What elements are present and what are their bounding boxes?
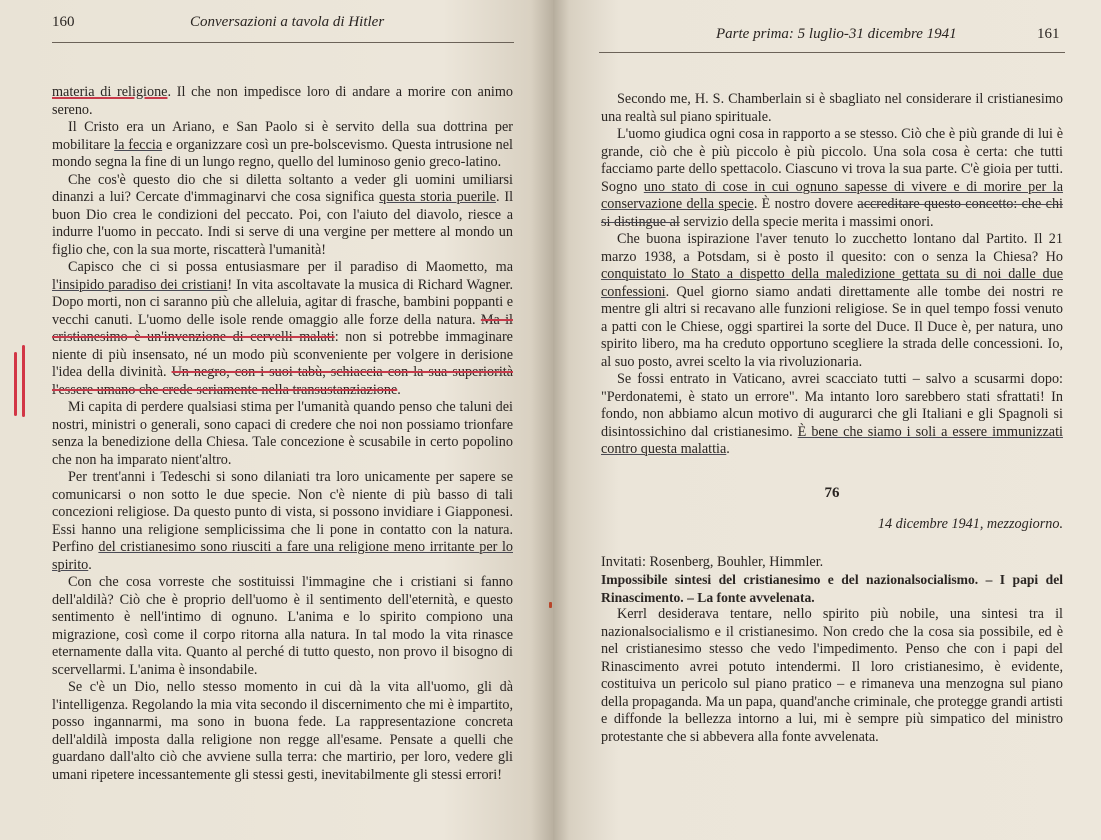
text-run: . Il che non impedisce loro di andare a morire con animo sereno. bbox=[52, 84, 513, 118]
text-run: Il Cristo era un Ariano, e San Paolo si è servito della sua dottrina per mobilitare bbox=[52, 119, 513, 153]
paragraph bbox=[601, 231, 1063, 371]
section-summary: Impossibile sintesi del cristianesimo e del nazionalsocialismo. – I papi del Rinascimento. – La fonte avvelenata. bbox=[601, 572, 1063, 605]
text-run: Che cos'è questo dio che si diletta soltanto a veder gli uomini umiliarsi dinanzi a lui? Cercate d'immaginarvi che cosa significa bbox=[52, 171, 513, 205]
annotated-text: la feccia bbox=[114, 136, 163, 153]
text-run: . È nostro dovere bbox=[753, 196, 858, 212]
text-run: . Quel giorno siamo andati direttamente alle tombe dei nostri re mentre gli altri si recavano alle funzioni religiose. Se in quel tempo fossi venuto a patti con le Chiese, oggi spartirei la sorte del Duce. Il Duce è, per natura, uno spirito libero, ma ha creduto opportuno scegliere la strada delle concessioni. Io, al suo posto, avrei scelto la via rivoluzionaria. bbox=[601, 283, 1063, 370]
section-paragraph: Kerrl desiderava tentare, nello spirito più nobile, una sintesi tra il nazionalsocialismo e il cristianesimo. Non credo che la cosa sia possibile, ed è nel cristianesimo stesso che vedo l'impedimento. Penso che con i papi del Rinascimento avrei potuto intendermi. Il loro cristianesimo, è evidente, costituiva un pericolo sul piano pratico – e rimaneva una menzogna sul piano della propaganda. Ma un papa, quand'anche criminale, che protegge grandi artisti e diffonde la bellezza intorno a lui, mi è sempre più simpatico del ministro protestante che si abbevera alla fonte avvelenata. bbox=[601, 606, 1063, 745]
text-run: Se fossi entrato in Vaticano, avrei scacciato tutti – salvo a scusarmi dopo: "Perdonatemi, è stato un errore". Ma intanto loro sarebbero stati sfrattati! In fondo, non abbiamo alcun motivo di augurarci che gli Italiani e gli Spagnoli si disintossichino dal cristianesimo. bbox=[601, 371, 1063, 440]
paragraph bbox=[52, 399, 513, 469]
text-run: Capisco che ci si possa entusiasmare per il paradiso di Maometto, ma bbox=[68, 259, 513, 275]
text-run: . Il buon Dio crea le condizioni del peccato. Poi, con l'aiuto del diavolo, riesce a indurre l'uomo in peccato. Indi si serve di una vergine per mettere al mondo un figlio che, con la sua morte, riscatterà l'umanità! bbox=[52, 189, 514, 258]
section-dateline: 14 dicembre 1941, mezzogiorno. bbox=[877, 516, 1063, 532]
annotated-text: del cristianesimo sono riusciti a fare una religione meno irritante per lo spirito bbox=[52, 539, 513, 573]
annotated-text: uno stato di cose in cui ognuno sapesse di vivere e di morire per la conservazione della specie bbox=[601, 178, 1063, 212]
section-number: 76 bbox=[824, 484, 840, 501]
left-page-number: 160 bbox=[52, 14, 75, 30]
text-run: . bbox=[726, 441, 730, 457]
text-run: Per trent'anni i Tedeschi si sono dilaniati tra loro unicamente per sapere se comunicarsi o non sotto le due specie. Non c'è niente di più basso di tali concezioni religiose. Da questo punto di vista, si possono invidiare i Giapponesi. Essi hanno una religione semplicissima che li pone in contatto con la natura. Perfino bbox=[52, 469, 513, 555]
annotated-text: accreditare questo concetto: che chi si distingue al bbox=[601, 196, 1063, 230]
annotated-text: conquistato lo Stato a dispetto della maledizione gettata su di noi dalle due confessioni bbox=[601, 266, 1063, 300]
text-run: . bbox=[88, 556, 92, 573]
left-body-text bbox=[52, 84, 513, 784]
gutter-mark bbox=[549, 602, 552, 608]
paragraph bbox=[52, 574, 513, 679]
text-run: . bbox=[397, 381, 401, 398]
left-header-rule bbox=[52, 42, 514, 43]
left-running-title: Conversazioni a tavola di Hitler bbox=[190, 14, 385, 30]
right-header-rule bbox=[599, 52, 1065, 53]
right-page bbox=[553, 0, 1101, 840]
paragraph bbox=[52, 469, 513, 574]
paragraph bbox=[601, 371, 1063, 459]
annotated-text: Ma il cristianesimo è un'invenzione di cervelli malati bbox=[52, 311, 513, 345]
right-page-number: 161 bbox=[1037, 26, 1060, 42]
section-invited: Invitati: Rosenberg, Bouhler, Himmler. bbox=[601, 553, 824, 570]
text-run: Che buona ispirazione l'aver tenuto lo zucchetto lontano dal Partito. Il 21 marzo 1938, a Potsdam, si è posto il quesito: con o senza la Chiesa? Ho bbox=[601, 231, 1063, 265]
text-run: Secondo me, H. S. Chamberlain si è sbagliato nel considerare il cristianesimo una realtà sul piano spirituale. bbox=[601, 91, 1063, 125]
red-margin-mark bbox=[22, 345, 25, 417]
red-margin-mark bbox=[14, 352, 17, 416]
paragraph bbox=[52, 84, 513, 119]
text-run: Con che cosa vorreste che sostituissi l'immagine che i cristiani si fanno dell'aldilà? Ciò che è proprio dell'uomo è il sentimento dell'eternità, e questo sentimento è nell'intimo di ognuno. L'anima e lo spirito compiono una migrazione, così come il corpo ritorna alla natura. In tal modo la vita rinasce eternamente dalla vita. Quanto al perché di tutto questo, non provo il bisogno di scervellarmi. L'anima è insondabile. bbox=[52, 574, 513, 678]
text-run: : non si potrebbe immaginare niente di più insensato, né un modo più sconveniente per volgere in derisione l'idea della divinità. bbox=[52, 329, 513, 380]
annotated-text: materia di religione bbox=[52, 84, 168, 100]
text-run: e organizzare così un pre-bolscevismo. Questa intrusione nel mondo segna la fine di un lungo regno, quello del luminoso genio greco-latino. bbox=[52, 136, 514, 170]
paragraph bbox=[52, 679, 513, 784]
paragraph bbox=[52, 119, 513, 172]
paragraph bbox=[601, 91, 1063, 126]
annotated-text: l'insipido paradiso dei cristiani bbox=[52, 276, 228, 293]
paragraph bbox=[52, 259, 513, 399]
text-run: servizio della specie merita i massimi onori. bbox=[679, 213, 934, 230]
annotated-text: È bene che siamo i soli a essere immunizzati contro questa malattia bbox=[601, 423, 1063, 457]
paragraph bbox=[52, 172, 513, 260]
text-run: ! In vita ascoltavate la musica di Richard Wagner. Dopo morti, non ci saranno più che alleluia, agitar di frasche, bambini poppanti e vecchi canuti. L'uomo delle isole rende omaggio alle forze della natura. bbox=[52, 276, 513, 328]
text-run: Se c'è un Dio, nello stesso momento in cui dà la vita all'uomo, gli dà l'intelligenza. Regolando la mia vita secondo il discernimento che mi è impartito, posso ingannarmi, ma sono in buona fede. La rappresentazione concreta dell'aldilà imposta dalla religione non regge all'esame. Pensate a quelli che guardano dall'alto ciò che avviene sulla terra: che martirio, per loro, vedere gli umani ripetere incessantemente gli stessi gesti, inevitabilmente gli stessi errori! bbox=[52, 679, 513, 783]
annotated-text: questa storia puerile bbox=[379, 189, 496, 205]
text-run: Mi capita di perdere qualsiasi stima per l'umanità quando penso che taluni dei nostri, ministri o generali, sono capaci di credere che noi non possiamo trionfare senza la benedizione della Chiesa. Tale concezione è scusabile in certo popolino che non ha imparato nient'altro. bbox=[52, 399, 513, 468]
right-running-title: Parte prima: 5 luglio-31 dicembre 1941 bbox=[716, 26, 957, 42]
paragraph bbox=[601, 126, 1063, 231]
annotated-text: Un negro, con i suoi tabù, schiaccia con la sua superiorità l'essere umano che crede seriamente nella transustanziazione bbox=[52, 364, 513, 398]
right-body-text bbox=[601, 91, 1063, 746]
text-run: L'uomo giudica ogni cosa in rapporto a se stesso. Ciò che è più grande di lui è grande, ciò che è più piccolo è più piccolo. Una sola cosa è certa: che tutti facciamo parte dello spettacolo. Ciascuno vi trova la sua parte. C'è gioia per tutti. Sogno bbox=[601, 126, 1063, 195]
